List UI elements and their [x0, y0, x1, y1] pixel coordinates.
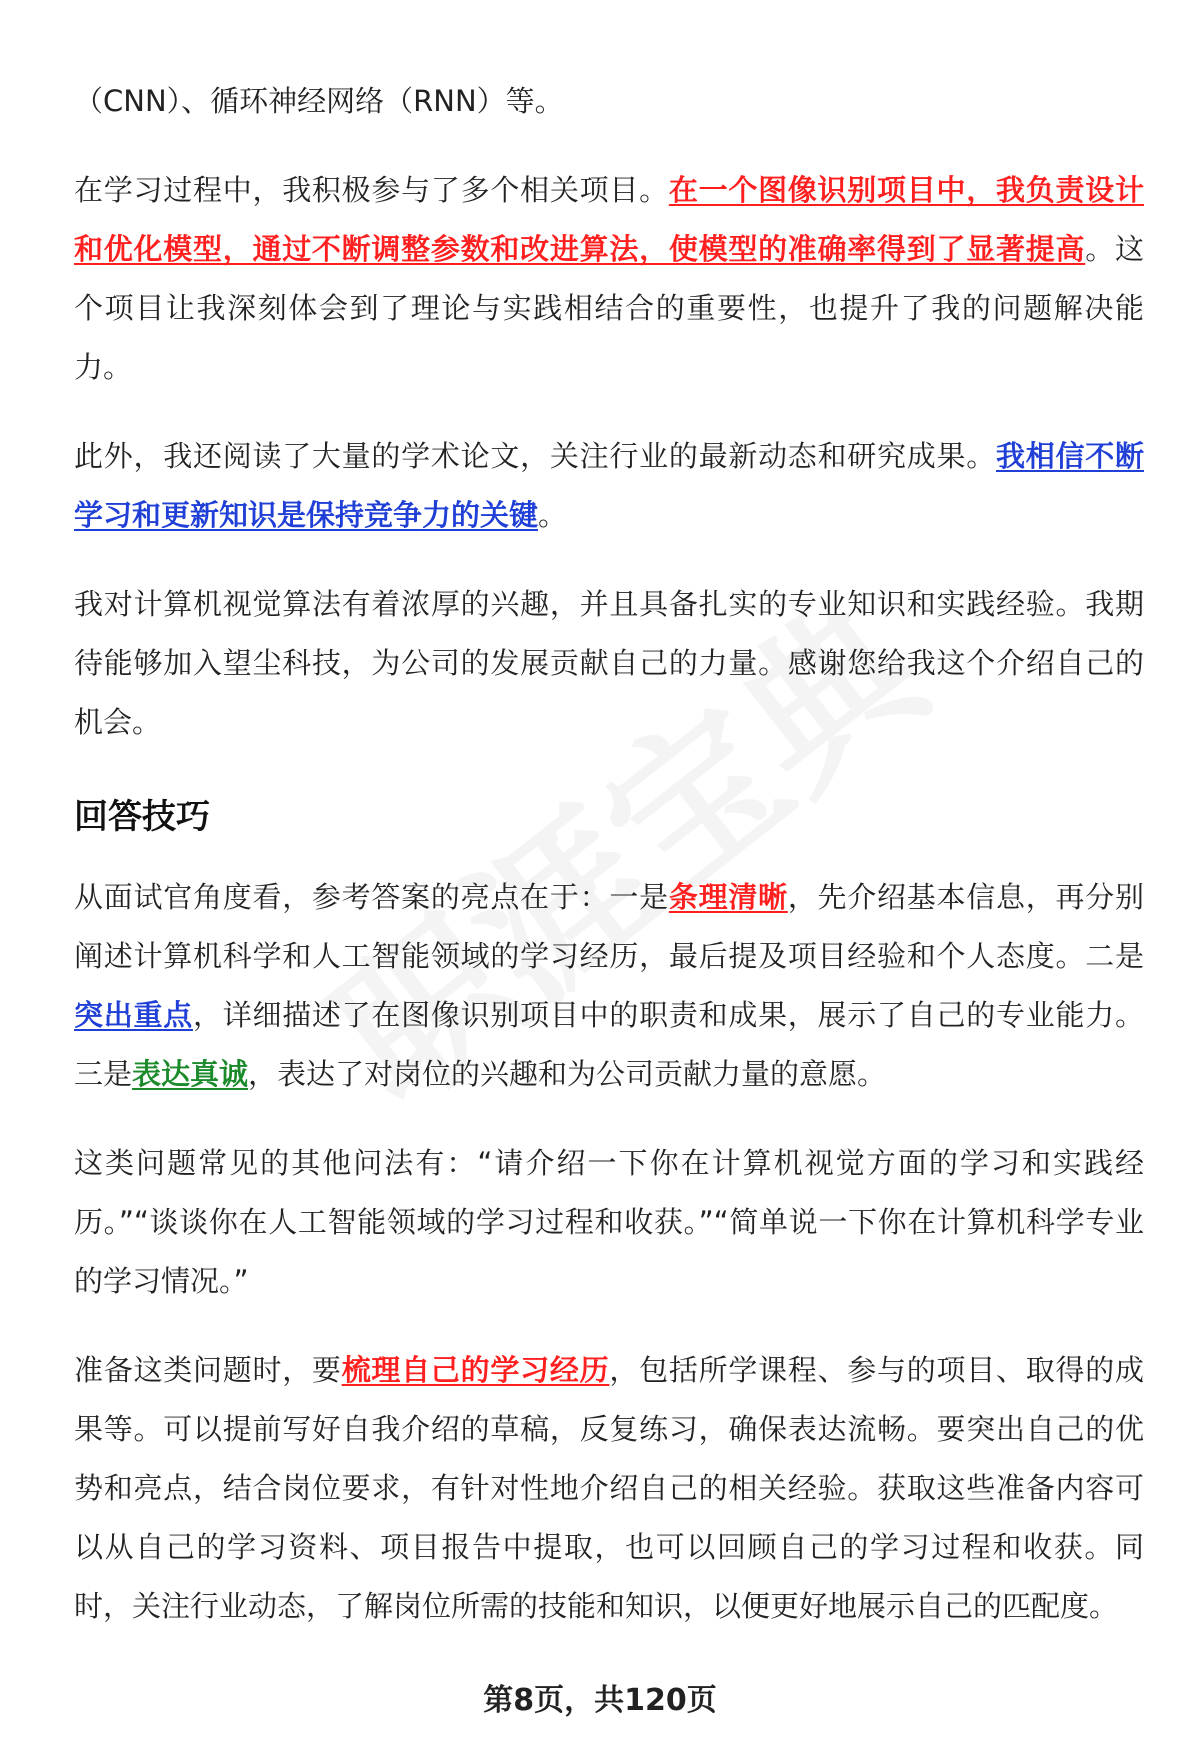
paragraph-text: ，包括所学课程、参与的项目、取得的成果等。可以提前写好自我介绍的草稿，反复练习，确保表达流畅。要突出自己的优势和亮点，结合岗位要求，有针对性地介绍自己的相关经验。获取这些准备内容可以从自己的学习资料、项目报告中提取，也可以回顾自己的学习过程和收获。同时，关注行业动态，了解岗位所需的技能和知识，以便更好地展示自己的匹配度。	[74, 1353, 1144, 1623]
section-title: 回答技巧	[74, 797, 210, 837]
paragraph-6	[74, 1134, 1144, 1311]
paragraph-text: 在学习过程中，我积极参与了多个相关项目。	[74, 173, 669, 207]
paragraph-text: 这类问题常见的其他问法有：“请介绍一下你在计算机视觉方面的学习和实践经历。”“谈谈你在人工智能领域的学习过程和收获。”“简单说一下你在计算机科学专业的学习情况。”	[74, 1146, 1144, 1298]
paragraph-text: ，详细描述了在图像识别项目中的职责和成果，展示了自己的专业能力。三是	[74, 998, 1144, 1091]
paragraph-text: 。	[538, 498, 568, 532]
highlight-red: 在一个图像识别项目中，我负责设计和优化模型，通过不断调整参数和改进算法，使模型的准确率得到了显著提高	[74, 173, 1144, 266]
highlight-red: 条理清晰	[668, 880, 788, 914]
paragraph-text: 从面试官角度看，参考答案的亮点在于：一是	[74, 880, 669, 914]
page-number: 第8页，共120页	[483, 1683, 717, 1718]
paragraph-7	[74, 1341, 1144, 1636]
paragraph-1	[74, 72, 1144, 131]
document-page	[74, 62, 1144, 1666]
paragraph-text: 准备这类问题时，要	[74, 1353, 342, 1387]
paragraph-2	[74, 161, 1144, 397]
paragraph-4	[74, 575, 1144, 752]
highlight-blue: 突出重点	[74, 998, 193, 1032]
highlight-green: 表达真诚	[132, 1057, 249, 1091]
paragraph-text: ，表达了对岗位的兴趣和为公司贡献力量的意愿。	[248, 1057, 887, 1091]
paragraph-text: 。这个项目让我深刻体会到了理论与实践相结合的重要性，也提升了我的问题解决能力。	[74, 232, 1144, 384]
paragraph-text: 此外，我还阅读了大量的学术论文，关注行业的最新动态和研究成果。	[74, 439, 997, 473]
paragraph-5	[74, 868, 1144, 1104]
highlight-red: 梳理自己的学习经历	[341, 1353, 610, 1387]
paragraph-3	[74, 427, 1144, 545]
paragraph-text: ，先介绍基本信息，再分别阐述计算机科学和人工智能领域的学习经历，最后提及项目经验和个人态度。二是	[74, 880, 1144, 973]
highlight-blue: 我相信不断学习和更新知识是保持竞争力的关键	[74, 439, 1144, 532]
paragraph-text: 我对计算机视觉算法有着浓厚的兴趣，并且具备扎实的专业知识和实践经验。我期待能够加入望尘科技，为公司的发展贡献自己的力量。感谢您给我这个介绍自己的机会。	[74, 587, 1144, 739]
paragraph-text: （CNN）、循环神经网络（RNN）等。	[74, 84, 564, 118]
